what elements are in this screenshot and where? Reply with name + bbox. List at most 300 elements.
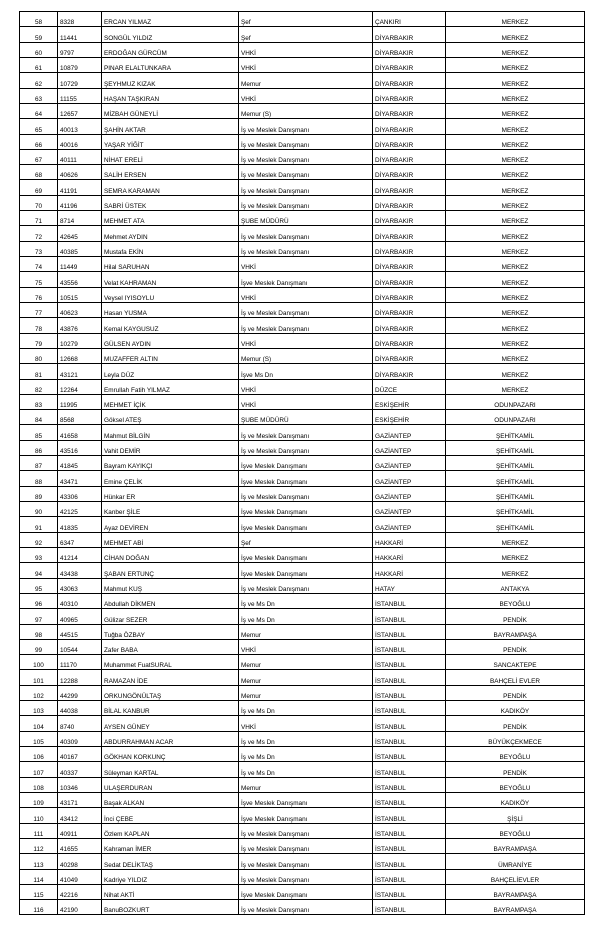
full-name-cell: SONGÜL YILDIZ xyxy=(102,27,239,42)
registry-number-cell: 40911 xyxy=(58,823,102,838)
full-name-cell: Gülizar SEZER xyxy=(102,609,239,624)
table-row xyxy=(20,119,585,134)
district-cell: PENDİK xyxy=(446,716,585,731)
province-cell: İSTANBUL xyxy=(373,624,446,639)
table-row xyxy=(20,364,585,379)
registry-number-cell: 11170 xyxy=(58,655,102,670)
row-number-cell: 64 xyxy=(20,103,58,118)
full-name-cell: Velat KAHRAMAN xyxy=(102,272,239,287)
table-row xyxy=(20,57,585,72)
table-row xyxy=(20,134,585,149)
table-row xyxy=(20,73,585,88)
district-cell: MERKEZ xyxy=(446,379,585,394)
title-cell: ŞUBE MÜDÜRÜ xyxy=(239,211,373,226)
title-cell: İş ve Meslek Danışmanı xyxy=(239,226,373,241)
province-cell: DİYARBAKIR xyxy=(373,348,446,363)
title-cell: İş ve Meslek Danışmanı xyxy=(239,119,373,134)
row-number-cell: 112 xyxy=(20,838,58,853)
full-name-cell: RAMAZAN İDE xyxy=(102,670,239,685)
district-cell: BAHÇELİEVLER xyxy=(446,869,585,884)
row-number-cell: 111 xyxy=(20,823,58,838)
district-cell: ŞEHİTKAMİL xyxy=(446,502,585,517)
title-cell: Şef xyxy=(239,27,373,42)
registry-number-cell: 12288 xyxy=(58,670,102,685)
title-cell: İş ve Ms Dn xyxy=(239,593,373,608)
title-cell: İş ve Ms Dn xyxy=(239,701,373,716)
registry-number-cell: 42645 xyxy=(58,226,102,241)
registry-number-cell: 41658 xyxy=(58,425,102,440)
full-name-cell: GÖKHAN KORKUNÇ xyxy=(102,747,239,762)
table-row xyxy=(20,685,585,700)
district-cell: BAYRAMPAŞA xyxy=(446,900,585,915)
registry-number-cell: 43516 xyxy=(58,440,102,455)
province-cell: DİYARBAKIR xyxy=(373,149,446,164)
district-cell: MERKEZ xyxy=(446,333,585,348)
row-number-cell: 61 xyxy=(20,57,58,72)
title-cell: VHKİ xyxy=(239,287,373,302)
province-cell: DİYARBAKIR xyxy=(373,241,446,256)
title-cell: VHKİ xyxy=(239,379,373,394)
title-cell: İşve Meslek Danışmanı xyxy=(239,517,373,532)
registry-number-cell: 12668 xyxy=(58,348,102,363)
registry-number-cell: 8714 xyxy=(58,211,102,226)
title-cell: İş ve Meslek Danışmanı xyxy=(239,195,373,210)
registry-number-cell: 42216 xyxy=(58,884,102,899)
full-name-cell: MİZBAH GÜNEYLİ xyxy=(102,103,239,118)
row-number-cell: 106 xyxy=(20,747,58,762)
full-name-cell: Nihat AKTİ xyxy=(102,884,239,899)
title-cell: İşve Meslek Danışmanı xyxy=(239,884,373,899)
title-cell: İş ve Meslek Danışmanı xyxy=(239,241,373,256)
province-cell: DİYARBAKIR xyxy=(373,42,446,57)
row-number-cell: 71 xyxy=(20,211,58,226)
registry-number-cell: 8568 xyxy=(58,410,102,425)
title-cell: VHKİ xyxy=(239,42,373,57)
full-name-cell: Ayaz DEVİREN xyxy=(102,517,239,532)
title-cell: Memur (S) xyxy=(239,103,373,118)
table-row xyxy=(20,471,585,486)
row-number-cell: 79 xyxy=(20,333,58,348)
title-cell: VHKİ xyxy=(239,57,373,72)
province-cell: İSTANBUL xyxy=(373,731,446,746)
table-row xyxy=(20,318,585,333)
title-cell: İşve Meslek Danışmanı xyxy=(239,272,373,287)
province-cell: GAZİANTEP xyxy=(373,471,446,486)
table-row xyxy=(20,287,585,302)
district-cell: MERKEZ xyxy=(446,103,585,118)
province-cell: HAKKARİ xyxy=(373,532,446,547)
table-row xyxy=(20,333,585,348)
row-number-cell: 60 xyxy=(20,42,58,57)
row-number-cell: 85 xyxy=(20,425,58,440)
row-number-cell: 58 xyxy=(20,12,58,27)
district-cell: MERKEZ xyxy=(446,547,585,562)
registry-number-cell: 11995 xyxy=(58,394,102,409)
full-name-cell: MEHMET ABİ xyxy=(102,532,239,547)
row-number-cell: 76 xyxy=(20,287,58,302)
table-row xyxy=(20,456,585,471)
district-cell: ODUNPAZARI xyxy=(446,410,585,425)
table-row xyxy=(20,838,585,853)
province-cell: GAZİANTEP xyxy=(373,517,446,532)
district-cell: BAYRAMPAŞA xyxy=(446,838,585,853)
table-row xyxy=(20,302,585,317)
table-row xyxy=(20,670,585,685)
title-cell: İş ve Meslek Danışmanı xyxy=(239,165,373,180)
province-cell: İSTANBUL xyxy=(373,685,446,700)
district-cell: MERKEZ xyxy=(446,364,585,379)
full-name-cell: HAŞAN TAŞKIRAN xyxy=(102,88,239,103)
title-cell: Memur (S) xyxy=(239,348,373,363)
registry-number-cell: 11449 xyxy=(58,257,102,272)
full-name-cell: SEMRA KARAMAN xyxy=(102,180,239,195)
province-cell: GAZİANTEP xyxy=(373,486,446,501)
row-number-cell: 101 xyxy=(20,670,58,685)
table-row xyxy=(20,12,585,27)
registry-number-cell: 43876 xyxy=(58,318,102,333)
title-cell: İşve Meslek Danışmanı xyxy=(239,547,373,562)
district-cell: PENDİK xyxy=(446,762,585,777)
full-name-cell: ULAŞERDURAN xyxy=(102,777,239,792)
district-cell: MERKEZ xyxy=(446,195,585,210)
table-row xyxy=(20,241,585,256)
district-cell: MERKEZ xyxy=(446,348,585,363)
row-number-cell: 110 xyxy=(20,808,58,823)
full-name-cell: ŞAHİN AKTAR xyxy=(102,119,239,134)
full-name-cell: Tuğba ÖZBAY xyxy=(102,624,239,639)
province-cell: DİYARBAKIR xyxy=(373,333,446,348)
district-cell: BEYOĞLU xyxy=(446,593,585,608)
province-cell: İSTANBUL xyxy=(373,609,446,624)
row-number-cell: 68 xyxy=(20,165,58,180)
row-number-cell: 115 xyxy=(20,884,58,899)
row-number-cell: 82 xyxy=(20,379,58,394)
province-cell: DİYARBAKIR xyxy=(373,287,446,302)
district-cell: ŞEHİTKAMİL xyxy=(446,486,585,501)
full-name-cell: BanuBOZKURT xyxy=(102,900,239,915)
title-cell: VHKİ xyxy=(239,394,373,409)
table-row xyxy=(20,777,585,792)
full-name-cell: NİHAT ERELİ xyxy=(102,149,239,164)
registry-number-cell: 6347 xyxy=(58,532,102,547)
registry-number-cell: 43306 xyxy=(58,486,102,501)
district-cell: ŞEHİTKAMİL xyxy=(446,517,585,532)
table-row xyxy=(20,195,585,210)
title-cell: Memur xyxy=(239,777,373,792)
full-name-cell: GÜLSEN AYDIN xyxy=(102,333,239,348)
registry-number-cell: 8740 xyxy=(58,716,102,731)
district-cell: MERKEZ xyxy=(446,134,585,149)
title-cell: İşve Meslek Danışmanı xyxy=(239,563,373,578)
registry-number-cell: 41214 xyxy=(58,547,102,562)
table-row xyxy=(20,639,585,654)
table-row xyxy=(20,593,585,608)
registry-number-cell: 40310 xyxy=(58,593,102,608)
title-cell: İş ve Meslek Danışmanı xyxy=(239,854,373,869)
table-row xyxy=(20,348,585,363)
full-name-cell: SALİH ERSEN xyxy=(102,165,239,180)
title-cell: VHKİ xyxy=(239,639,373,654)
row-number-cell: 75 xyxy=(20,272,58,287)
table-row xyxy=(20,823,585,838)
district-cell: ŞİŞLİ xyxy=(446,808,585,823)
table-row xyxy=(20,88,585,103)
district-cell: ŞEHİTKAMİL xyxy=(446,425,585,440)
title-cell: İş ve Meslek Danışmanı xyxy=(239,318,373,333)
registry-number-cell: 40965 xyxy=(58,609,102,624)
district-cell: MERKEZ xyxy=(446,287,585,302)
full-name-cell: Kanber ŞİLE xyxy=(102,502,239,517)
province-cell: ESKİŞEHİR xyxy=(373,394,446,409)
district-cell: ŞEHİTKAMİL xyxy=(446,471,585,486)
row-number-cell: 74 xyxy=(20,257,58,272)
district-cell: MERKEZ xyxy=(446,42,585,57)
full-name-cell: Leyla DÜZ xyxy=(102,364,239,379)
table-row xyxy=(20,180,585,195)
district-cell: BAYRAMPAŞA xyxy=(446,624,585,639)
district-cell: BEYOĞLU xyxy=(446,747,585,762)
table-row xyxy=(20,762,585,777)
province-cell: ÇANKIRI xyxy=(373,12,446,27)
province-cell: İSTANBUL xyxy=(373,854,446,869)
full-name-cell: AYSEN GÜNEY xyxy=(102,716,239,731)
registry-number-cell: 10279 xyxy=(58,333,102,348)
district-cell: MERKEZ xyxy=(446,180,585,195)
province-cell: HAKKARİ xyxy=(373,547,446,562)
title-cell: Memur xyxy=(239,655,373,670)
province-cell: İSTANBUL xyxy=(373,747,446,762)
row-number-cell: 89 xyxy=(20,486,58,501)
registry-number-cell: 43412 xyxy=(58,808,102,823)
table-row xyxy=(20,27,585,42)
district-cell: MERKEZ xyxy=(446,165,585,180)
district-cell: ŞEHİTKAMİL xyxy=(446,440,585,455)
row-number-cell: 95 xyxy=(20,578,58,593)
district-cell: ÜMRANİYE xyxy=(446,854,585,869)
row-number-cell: 103 xyxy=(20,701,58,716)
full-name-cell: Mahmut KUŞ xyxy=(102,578,239,593)
province-cell: İSTANBUL xyxy=(373,884,446,899)
row-number-cell: 100 xyxy=(20,655,58,670)
row-number-cell: 93 xyxy=(20,547,58,562)
row-number-cell: 105 xyxy=(20,731,58,746)
full-name-cell: Hilal SARUHAN xyxy=(102,257,239,272)
personnel-list-page xyxy=(19,11,584,915)
province-cell: İSTANBUL xyxy=(373,670,446,685)
row-number-cell: 113 xyxy=(20,854,58,869)
full-name-cell: Emrullah Fatih YILMAZ xyxy=(102,379,239,394)
row-number-cell: 86 xyxy=(20,440,58,455)
province-cell: DİYARBAKIR xyxy=(373,73,446,88)
district-cell: MERKEZ xyxy=(446,57,585,72)
registry-number-cell: 41655 xyxy=(58,838,102,853)
registry-number-cell: 42190 xyxy=(58,900,102,915)
district-cell: MERKEZ xyxy=(446,226,585,241)
row-number-cell: 81 xyxy=(20,364,58,379)
registry-number-cell: 40337 xyxy=(58,762,102,777)
province-cell: DİYARBAKIR xyxy=(373,103,446,118)
district-cell: BEYOĞLU xyxy=(446,823,585,838)
district-cell: MERKEZ xyxy=(446,211,585,226)
province-cell: İSTANBUL xyxy=(373,900,446,915)
table-row xyxy=(20,578,585,593)
title-cell: Memur xyxy=(239,73,373,88)
row-number-cell: 70 xyxy=(20,195,58,210)
row-number-cell: 78 xyxy=(20,318,58,333)
title-cell: Şef xyxy=(239,12,373,27)
province-cell: DİYARBAKIR xyxy=(373,211,446,226)
title-cell: VHKİ xyxy=(239,257,373,272)
district-cell: MERKEZ xyxy=(446,302,585,317)
row-number-cell: 59 xyxy=(20,27,58,42)
full-name-cell: Bayram KAYIKÇI xyxy=(102,456,239,471)
registry-number-cell: 10515 xyxy=(58,287,102,302)
full-name-cell: Hünkar ER xyxy=(102,486,239,501)
full-name-cell: Özlem KAPLAN xyxy=(102,823,239,838)
district-cell: PENDİK xyxy=(446,609,585,624)
registry-number-cell: 43063 xyxy=(58,578,102,593)
full-name-cell: Mehmet AYDIN xyxy=(102,226,239,241)
province-cell: İSTANBUL xyxy=(373,639,446,654)
province-cell: DİYARBAKIR xyxy=(373,195,446,210)
table-row xyxy=(20,609,585,624)
registry-number-cell: 40016 xyxy=(58,134,102,149)
row-number-cell: 96 xyxy=(20,593,58,608)
registry-number-cell: 44299 xyxy=(58,685,102,700)
district-cell: BAHÇELİ EVLER xyxy=(446,670,585,685)
table-row xyxy=(20,854,585,869)
registry-number-cell: 43556 xyxy=(58,272,102,287)
table-row xyxy=(20,869,585,884)
registry-number-cell: 40385 xyxy=(58,241,102,256)
province-cell: DİYARBAKIR xyxy=(373,27,446,42)
row-number-cell: 87 xyxy=(20,456,58,471)
registry-number-cell: 43121 xyxy=(58,364,102,379)
province-cell: İSTANBUL xyxy=(373,869,446,884)
registry-number-cell: 41049 xyxy=(58,869,102,884)
province-cell: DİYARBAKIR xyxy=(373,134,446,149)
registry-number-cell: 41835 xyxy=(58,517,102,532)
table-row xyxy=(20,900,585,915)
row-number-cell: 66 xyxy=(20,134,58,149)
full-name-cell: BİLAL KANBUR xyxy=(102,701,239,716)
province-cell: İSTANBUL xyxy=(373,808,446,823)
full-name-cell: İnci ÇEBE xyxy=(102,808,239,823)
table-row xyxy=(20,379,585,394)
registry-number-cell: 11155 xyxy=(58,88,102,103)
table-row xyxy=(20,486,585,501)
table-row xyxy=(20,149,585,164)
row-number-cell: 62 xyxy=(20,73,58,88)
full-name-cell: ERDOĞAN GÜRCÜM xyxy=(102,42,239,57)
title-cell: İşve Meslek Danışmanı xyxy=(239,502,373,517)
district-cell: MERKEZ xyxy=(446,241,585,256)
province-cell: DÜZCE xyxy=(373,379,446,394)
personnel-table-body xyxy=(20,12,585,915)
province-cell: DİYARBAKIR xyxy=(373,165,446,180)
row-number-cell: 72 xyxy=(20,226,58,241)
title-cell: İş ve Meslek Danışmanı xyxy=(239,869,373,884)
full-name-cell: MUZAFFER ALTIN xyxy=(102,348,239,363)
table-row xyxy=(20,103,585,118)
registry-number-cell: 40626 xyxy=(58,165,102,180)
registry-number-cell: 40013 xyxy=(58,119,102,134)
row-number-cell: 102 xyxy=(20,685,58,700)
table-row xyxy=(20,808,585,823)
title-cell: İş ve Meslek Danışmanı xyxy=(239,425,373,440)
row-number-cell: 114 xyxy=(20,869,58,884)
table-row xyxy=(20,655,585,670)
province-cell: GAZİANTEP xyxy=(373,456,446,471)
table-row xyxy=(20,165,585,180)
province-cell: İSTANBUL xyxy=(373,777,446,792)
province-cell: DİYARBAKIR xyxy=(373,302,446,317)
title-cell: İş ve Ms Dn xyxy=(239,609,373,624)
row-number-cell: 83 xyxy=(20,394,58,409)
registry-number-cell: 41191 xyxy=(58,180,102,195)
district-cell: ŞEHİTKAMİL xyxy=(446,456,585,471)
title-cell: İş ve Meslek Danışmanı xyxy=(239,134,373,149)
full-name-cell: Mahmut BİLGİN xyxy=(102,425,239,440)
province-cell: DİYARBAKIR xyxy=(373,180,446,195)
district-cell: MERKEZ xyxy=(446,257,585,272)
registry-number-cell: 12264 xyxy=(58,379,102,394)
registry-number-cell: 42125 xyxy=(58,502,102,517)
title-cell: Şef xyxy=(239,532,373,547)
registry-number-cell: 9797 xyxy=(58,42,102,57)
full-name-cell: Göksel ATEŞ xyxy=(102,410,239,425)
row-number-cell: 94 xyxy=(20,563,58,578)
row-number-cell: 109 xyxy=(20,792,58,807)
registry-number-cell: 11441 xyxy=(58,27,102,42)
row-number-cell: 65 xyxy=(20,119,58,134)
province-cell: GAZİANTEP xyxy=(373,440,446,455)
province-cell: İSTANBUL xyxy=(373,792,446,807)
registry-number-cell: 40167 xyxy=(58,747,102,762)
province-cell: DİYARBAKIR xyxy=(373,272,446,287)
district-cell: PENDİK xyxy=(446,639,585,654)
title-cell: İş ve Meslek Danışmanı xyxy=(239,578,373,593)
table-row xyxy=(20,502,585,517)
table-row xyxy=(20,624,585,639)
registry-number-cell: 8328 xyxy=(58,12,102,27)
title-cell: ŞUBE MÜDÜRÜ xyxy=(239,410,373,425)
table-row xyxy=(20,226,585,241)
full-name-cell: CİHAN DOĞAN xyxy=(102,547,239,562)
table-row xyxy=(20,747,585,762)
title-cell: İşve Meslek Danışmanı xyxy=(239,808,373,823)
title-cell: VHKİ xyxy=(239,716,373,731)
district-cell: MERKEZ xyxy=(446,149,585,164)
district-cell: MERKEZ xyxy=(446,272,585,287)
province-cell: İSTANBUL xyxy=(373,823,446,838)
title-cell: İşve Ms Dn xyxy=(239,364,373,379)
row-number-cell: 84 xyxy=(20,410,58,425)
full-name-cell: Süleyman KARTAL xyxy=(102,762,239,777)
title-cell: İş ve Meslek Danışmanı xyxy=(239,149,373,164)
province-cell: DİYARBAKIR xyxy=(373,88,446,103)
title-cell: İşve Meslek Danışmanı xyxy=(239,471,373,486)
title-cell: İş ve Ms Dn xyxy=(239,762,373,777)
full-name-cell: Kadriye YILDIZ xyxy=(102,869,239,884)
title-cell: İş ve Meslek Danışmanı xyxy=(239,838,373,853)
row-number-cell: 90 xyxy=(20,502,58,517)
province-cell: DİYARBAKIR xyxy=(373,257,446,272)
full-name-cell: ORKUNGÖNÜLTAŞ xyxy=(102,685,239,700)
province-cell: DİYARBAKIR xyxy=(373,119,446,134)
full-name-cell: Başak ALKAN xyxy=(102,792,239,807)
table-row xyxy=(20,563,585,578)
